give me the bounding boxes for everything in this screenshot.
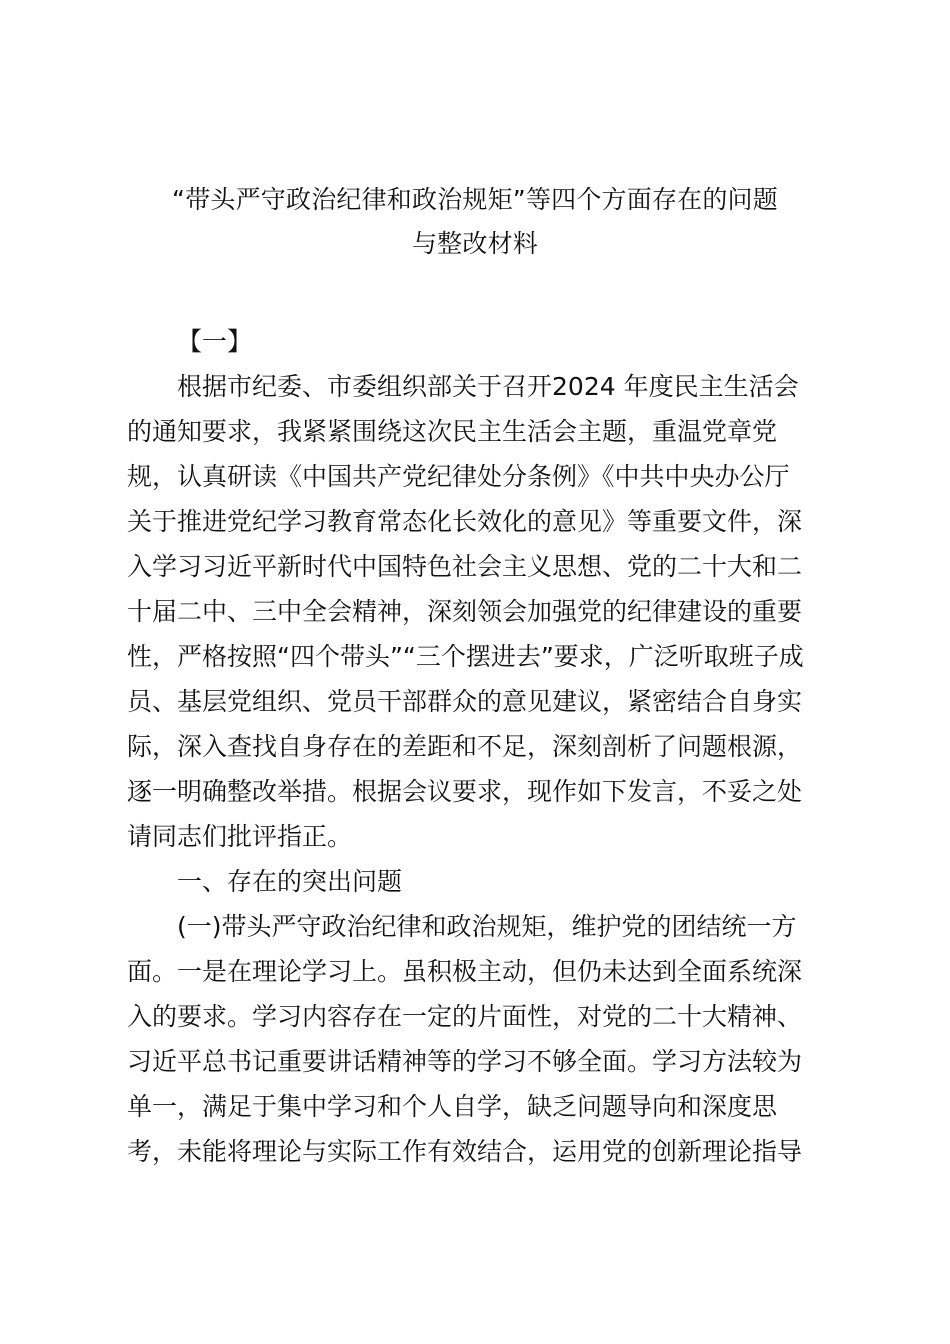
paragraph-line: 请同志们批评指正。 <box>127 822 353 851</box>
paragraph-line: 逐一明确整改举措。根据会议要求，现作如下发言，不妥之处 <box>127 777 803 806</box>
paragraph-line: 考，未能将理论与实际工作有效结合，运用党的创新理论指导 <box>127 1137 803 1166</box>
paragraph-line: 十届二中、三中全会精神，深刻领会加强党的纪律建设的重要 <box>127 597 803 626</box>
document-title-line-1: “带头严守政治纪律和政治规矩”等四个方面存在的问题 <box>172 185 778 214</box>
paragraph-line: 际，深入查找自身存在的差距和不足，深刻剖析了问题根源， <box>127 732 803 761</box>
paragraph-line: (一)带头严守政治纪律和政治规矩，维护党的团结统一方 <box>177 912 797 941</box>
paragraph-line: 的通知要求，我紧紧围绕这次民主生活会主题，重温党章党 <box>127 417 778 446</box>
paragraph-line: 面。一是在理论学习上。虽积极主动，但仍未达到全面系统深 <box>127 957 803 986</box>
document-title-line-2: 与整改材料 <box>411 229 538 258</box>
paragraph-line: 性，严格按照“四个带头”“三个摆进去”要求，广泛听取班子成 <box>127 642 804 671</box>
paragraph-line: 根据市纪委、市委组织部关于召开2024 年度民主生活会 <box>177 372 799 401</box>
paragraph-line: 关于推进党纪学习教育常态化长效化的意见》等重要文件，深 <box>127 507 803 536</box>
paragraph-line: 入的要求。学习内容存在一定的片面性，对党的二十大精神、 <box>127 1002 803 1031</box>
paragraph-line: 规，认真研读《中国共产党纪律处分条例》《中共中央办公厅 <box>127 462 790 491</box>
paragraph-line: 员、基层党组织、党员干部群众的意见建议，紧密结合自身实 <box>127 687 803 716</box>
paragraph-line: 习近平总书记重要讲话精神等的学习不够全面。学习方法较为 <box>127 1047 803 1076</box>
paragraph-line: 单一，满足于集中学习和个人自学，缺乏问题导向和深度思 <box>127 1092 778 1121</box>
section-marker: 【一】 <box>177 327 253 356</box>
section-heading: 一、存在的突出问题 <box>177 867 403 896</box>
paragraph-line: 入学习习近平新时代中国特色社会主义思想、党的二十大和二 <box>127 552 803 581</box>
